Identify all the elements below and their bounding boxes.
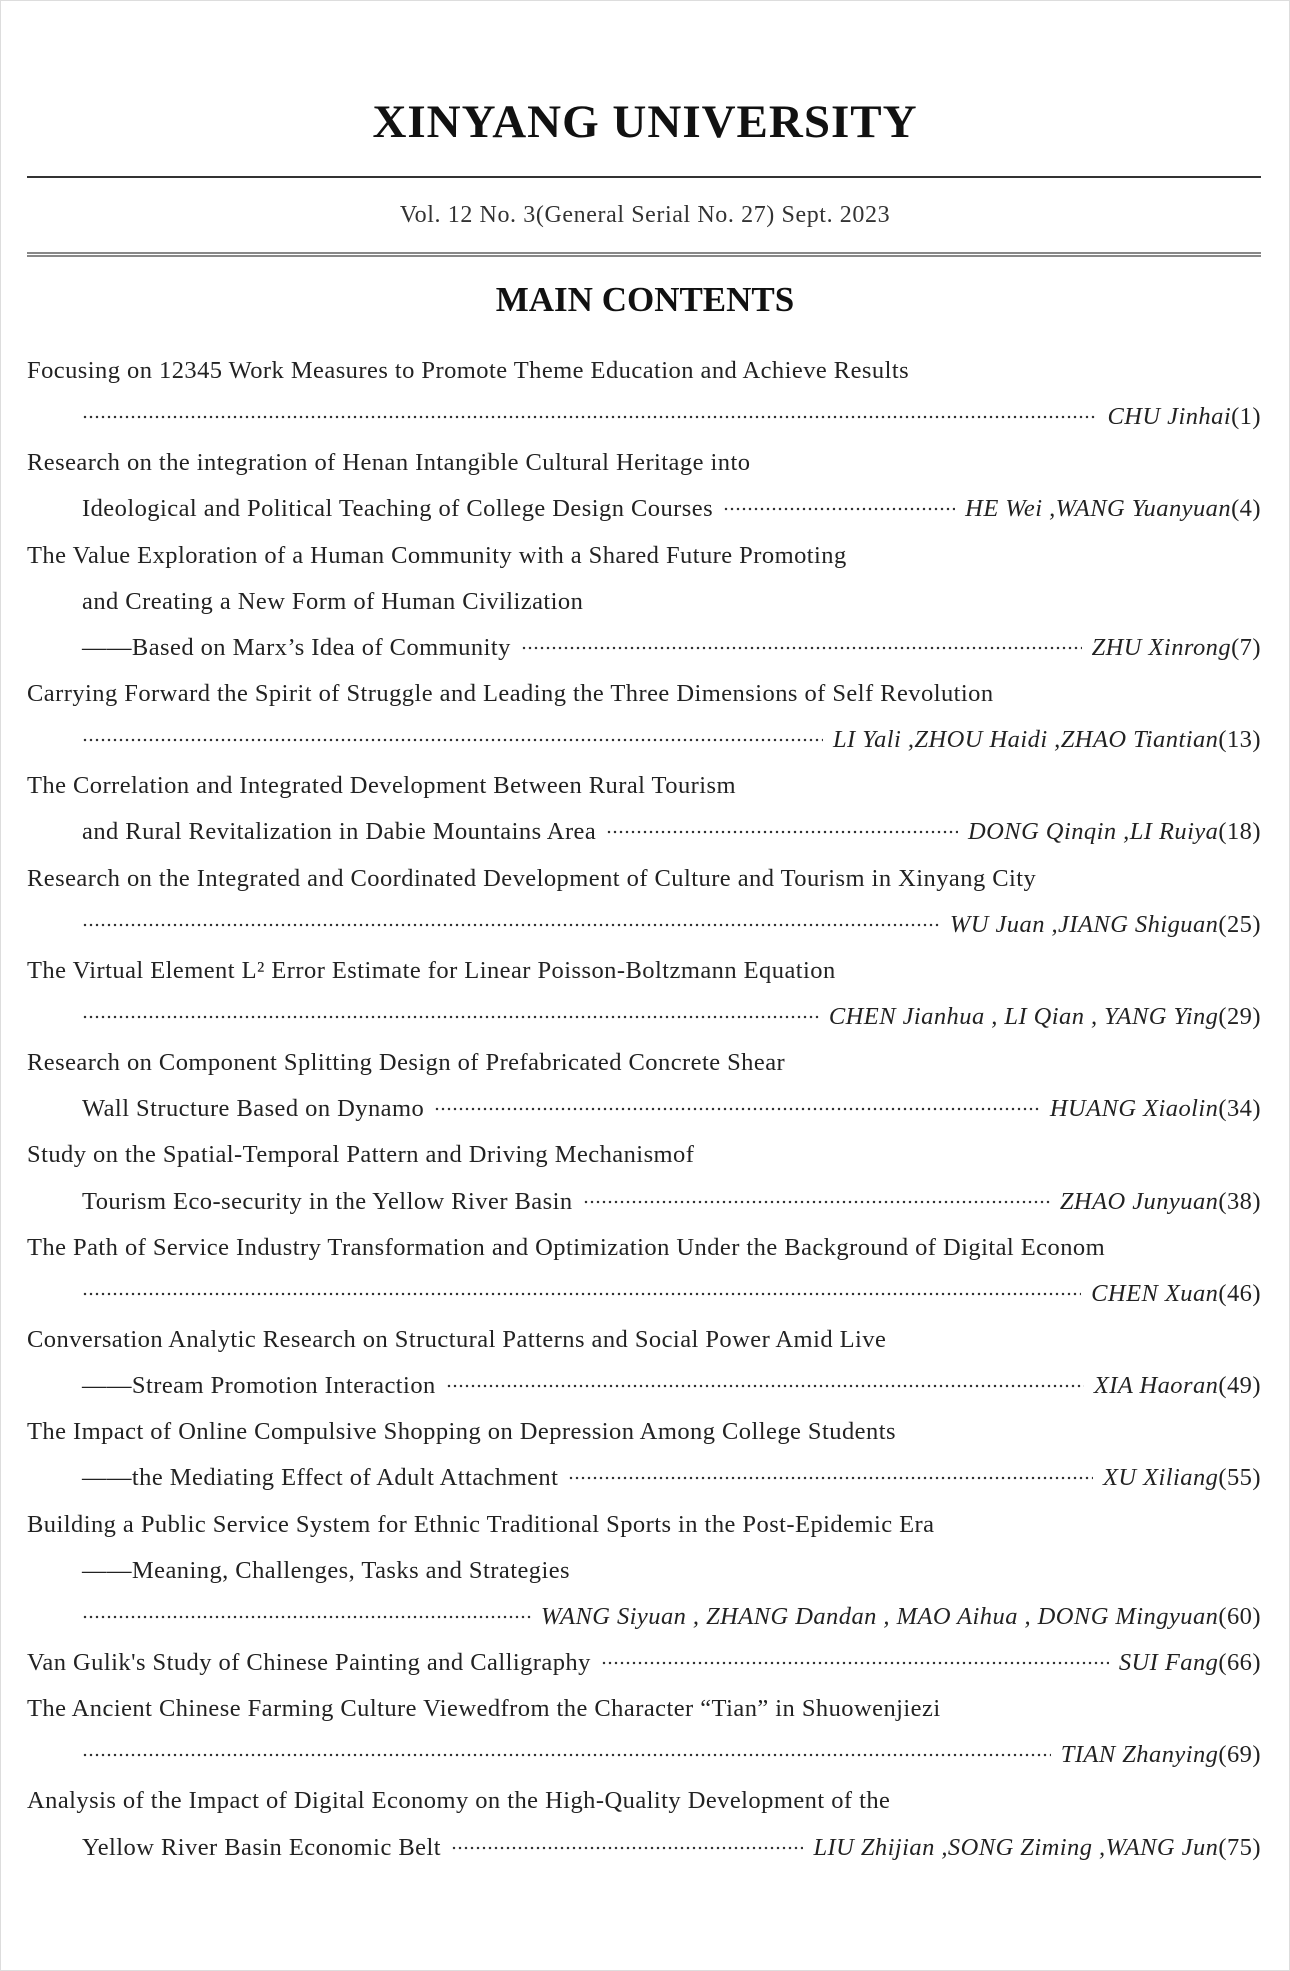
page-number: (55) [1218,1464,1261,1492]
toc-line [27,1363,1261,1409]
toc-entry[interactable] [27,1502,1261,1640]
toc-line [27,1179,1261,1225]
article-authors: SUI Fang [1118,1648,1219,1676]
dot-leader [521,645,1082,651]
toc-line [27,1086,1261,1132]
toc-line [27,1040,1261,1086]
article-title-text: Yellow River Basin Economic Belt [82,1833,441,1861]
dot-leader [82,1752,1051,1758]
dot-leader [82,1614,531,1620]
article-title-text: and Creating a New Form of Human Civilization [82,587,584,615]
page-number: (69) [1218,1741,1261,1769]
issue-info: Vol. 12 No. 3(General Serial No. 27) Sept. 2023 [399,202,891,228]
toc-entry[interactable] [27,763,1261,855]
toc-entry[interactable] [27,1317,1261,1409]
page-number: (60) [1218,1602,1261,1630]
page-number: (4) [1231,495,1261,523]
article-authors: HUANG Xiaolin [1049,1095,1219,1123]
toc-line [27,717,1261,763]
article-authors: ZHAO Junyuan [1059,1187,1219,1215]
article-title-text: Focusing on 12345 Work Measures to Promote Theme Education and Achieve Results [27,357,910,384]
toc-entry[interactable] [27,856,1261,948]
toc-line [27,348,1261,394]
article-authors: XU Xiliang [1102,1464,1219,1492]
toc-line [27,763,1261,809]
table-of-contents [27,348,1261,1871]
article-title-text: Conversation Analytic Research on Structural Patterns and Social Power Amid Live [27,1325,887,1353]
journal-title: XINYANG UNIVERSITY [372,96,918,148]
toc-line [27,1778,1261,1824]
article-authors: LI Yali ,ZHOU Haidi ,ZHAO Tiantian [832,726,1219,754]
article-authors: DONG Qinqin ,LI Ruiya [968,818,1219,846]
page-number: (18) [1218,818,1261,846]
toc-line [27,1409,1261,1455]
dot-leader [82,414,1097,420]
page-number: (66) [1218,1648,1261,1676]
article-authors: CHEN Jianhua , LI Qian , YANG Ying [828,1002,1219,1030]
toc-line [27,579,1261,625]
double-divider [27,252,1261,257]
toc-entry[interactable] [27,440,1261,532]
article-title-text: Carrying Forward the Spirit of Struggle and Leading the Three Dimensions of Self Revolution [27,679,994,707]
dot-leader [583,1199,1050,1205]
toc-line [27,1455,1261,1501]
dot-leader [451,1845,803,1851]
toc-entry[interactable] [27,533,1261,671]
toc-line [27,486,1261,532]
article-authors: CHEN Xuan [1091,1279,1219,1307]
toc-entry[interactable] [27,1640,1261,1686]
article-authors: ZHU Xinrong [1091,633,1232,661]
toc-line [27,533,1261,579]
article-authors: WU Juan ,JIANG Shiguan [949,910,1219,938]
dot-leader [446,1383,1084,1389]
page-number: (49) [1218,1372,1261,1400]
toc-line [27,856,1261,902]
article-title-text: Building a Public Service System for Ethnic Traditional Sports in the Post-Epidemic Era [27,1510,935,1538]
article-title-text: The Impact of Online Compulsive Shopping on Depression Among College Students [27,1418,896,1446]
article-title-text: ——Stream Promotion Interaction [82,1372,436,1400]
toc-line [27,902,1261,948]
dot-leader [82,1014,819,1020]
toc-entry[interactable] [27,348,1261,440]
toc-entry[interactable] [27,671,1261,763]
toc-line [27,1548,1261,1594]
article-authors: XIA Haoran [1093,1372,1219,1400]
toc-line [27,1686,1261,1732]
page-number: (46) [1218,1279,1261,1307]
divider [27,176,1261,178]
toc-line [27,1271,1261,1317]
toc-entry[interactable] [27,1778,1261,1870]
toc-line [27,671,1261,717]
toc-line [27,809,1261,855]
dot-leader [82,737,823,743]
page-number: (38) [1218,1187,1261,1215]
article-title-text: ——Based on Marx’s Idea of Community [82,633,511,661]
article-title-text: Research on the integration of Henan Intangible Cultural Heritage into [27,449,751,477]
article-authors: WANG Siyuan , ZHANG Dandan , MAO Aihua , DONG Mingyuan [540,1602,1219,1630]
article-title-text: Tourism Eco-security in the Yellow River Basin [82,1187,573,1215]
toc-line [27,1317,1261,1363]
dot-leader [723,506,955,512]
article-title-text: and Rural Revitalization in Dabie Mountains Area [82,818,597,846]
article-title-text: The Virtual Element L² Error Estimate for Linear Poisson-Boltzmann Equation [27,956,836,984]
dot-leader [568,1475,1093,1481]
toc-entry[interactable] [27,948,1261,1040]
toc-entry[interactable] [27,1040,1261,1132]
toc-entry[interactable] [27,1225,1261,1317]
toc-line [27,1825,1261,1871]
article-title-text: The Path of Service Industry Transformation and Optimization Under the Background of Digital Econom [27,1233,1106,1261]
toc-line [27,1132,1261,1178]
toc-line [27,1640,1261,1686]
article-authors: TIAN Zhanying [1060,1741,1219,1769]
toc-line [27,394,1261,440]
article-title-text: The Ancient Chinese Farming Culture Viewedfrom the Character “Tian” in Shuowenjiezi [27,1695,941,1723]
dot-leader [82,1291,1081,1297]
toc-line [27,994,1261,1040]
page-number: (13) [1218,726,1261,754]
article-title-text: Study on the Spatial-Temporal Pattern and Driving Mechanismof [27,1141,695,1169]
article-title-text: The Value Exploration of a Human Community with a Shared Future Promoting [27,541,847,569]
article-title-text: The Correlation and Integrated Development Between Rural Tourism [27,772,737,800]
toc-line [27,1732,1261,1778]
article-authors: HE Wei ,WANG Yuanyuan [965,495,1232,523]
article-authors: CHU Jinhai [1107,403,1232,431]
dot-leader [606,829,958,835]
article-title-text: Research on the Integrated and Coordinated Development of Culture and Tourism in Xinyang City [27,864,1037,892]
page-number: (1) [1231,403,1261,431]
contents-heading: MAIN CONTENTS [495,280,795,319]
toc-line [27,1502,1261,1548]
dot-leader [601,1660,1109,1666]
article-authors: LIU Zhijian ,SONG Ziming ,WANG Jun [813,1833,1219,1861]
toc-line [27,625,1261,671]
toc-entry[interactable] [27,1409,1261,1501]
toc-entry[interactable] [27,1686,1261,1778]
toc-line [27,1225,1261,1271]
toc-line [27,440,1261,486]
article-title-text: ——Meaning, Challenges, Tasks and Strategies [82,1556,571,1584]
article-title-text: ——the Mediating Effect of Adult Attachment [82,1464,559,1492]
page-number: (7) [1231,633,1261,661]
article-title-text: Van Gulik's Study of Chinese Painting and Calligraphy [27,1648,591,1676]
toc-entry[interactable] [27,1132,1261,1224]
article-title-text: Ideological and Political Teaching of College Design Courses [82,495,714,523]
dot-leader [434,1106,1040,1112]
page-number: (34) [1218,1095,1261,1123]
article-title-text: Wall Structure Based on Dynamo [82,1095,425,1123]
article-title-text: Analysis of the Impact of Digital Economy on the High-Quality Development of the [27,1787,891,1815]
page-number: (29) [1218,1002,1261,1030]
toc-line [27,1594,1261,1640]
toc-line [27,948,1261,994]
dot-leader [82,922,940,928]
page-number: (25) [1218,910,1261,938]
page-number: (75) [1218,1833,1261,1861]
article-title-text: Research on Component Splitting Design of Prefabricated Concrete Shear [27,1049,786,1077]
